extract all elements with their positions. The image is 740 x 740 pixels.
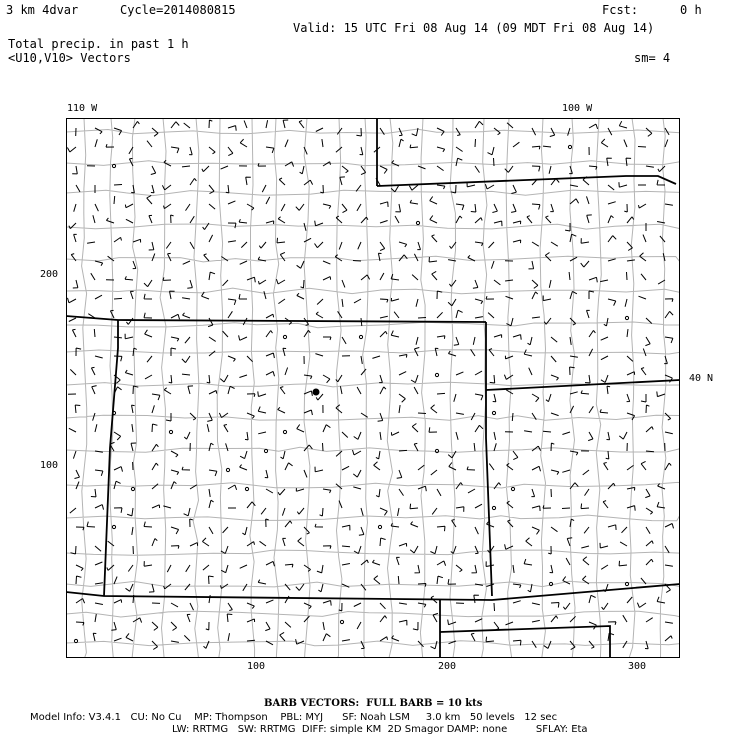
lon-label-110w: 110 W: [67, 103, 98, 114]
wind-barb-map: [66, 118, 680, 658]
y-tick-100: 100: [40, 460, 59, 471]
wind-barb: [94, 329, 95, 337]
wind-barb: [398, 576, 399, 584]
fcst-value: 0 h: [680, 3, 702, 17]
model-info-line1: Model Info: V3.4.1 CU: No Cu MP: Thompson PBL: MYJ SF: Noah LSM 3.0 km 50 levels 12 sec: [30, 712, 558, 723]
y-tick-200: 200: [40, 269, 59, 280]
wind-barb: [114, 196, 115, 204]
wind-barb: [323, 443, 324, 451]
x-tick-200: 200: [438, 661, 457, 672]
model-info-line2: LW: RRTMG SW: RRTMG DIFF: simple KM 2D Smagor DAMP: none SFLAY: Eta: [172, 724, 588, 735]
wind-barb: [494, 603, 495, 611]
lat-label-40n: 40 N: [689, 373, 714, 384]
wind-barb: [638, 147, 646, 148]
wind-barb: [114, 298, 122, 299]
x-tick-100: 100: [247, 661, 266, 672]
wind-barb: [646, 451, 654, 452]
field-vectors-label: <U10,V10> Vectors: [8, 51, 131, 65]
model-title: 3 km 4dvar: [6, 3, 79, 17]
wind-barb: [475, 139, 476, 147]
cycle-label: Cycle=2014080815: [120, 3, 236, 17]
lon-label-100w: 100 W: [562, 103, 593, 114]
wind-barb: [418, 318, 426, 319]
denver-marker: [313, 389, 320, 396]
wind-barb: [114, 185, 122, 186]
wind-barb: [399, 450, 407, 451]
wind-barb: [133, 595, 134, 603]
wind-barb: [437, 393, 445, 394]
fcst-label: Fcst:: [602, 3, 639, 17]
smoothing-label: sm= 4: [634, 51, 671, 65]
map-background: [66, 118, 680, 658]
wind-barb: [494, 158, 495, 166]
wind-barb: [512, 413, 513, 421]
wind-barb: [627, 272, 628, 280]
wind-barb: [353, 261, 361, 262]
wind-barb: [562, 508, 570, 509]
field-precip-label: Total precip. in past 1 h: [8, 37, 189, 51]
wind-barb: [418, 413, 426, 414]
barb-legend: BARB VECTORS: FULL BARB = 10 kts: [264, 698, 483, 709]
x-tick-300: 300: [628, 661, 647, 672]
valid-time: Valid: 15 UTC Fri 08 Aug 14 (09 MDT Fri 08 Aug 14): [293, 21, 655, 35]
